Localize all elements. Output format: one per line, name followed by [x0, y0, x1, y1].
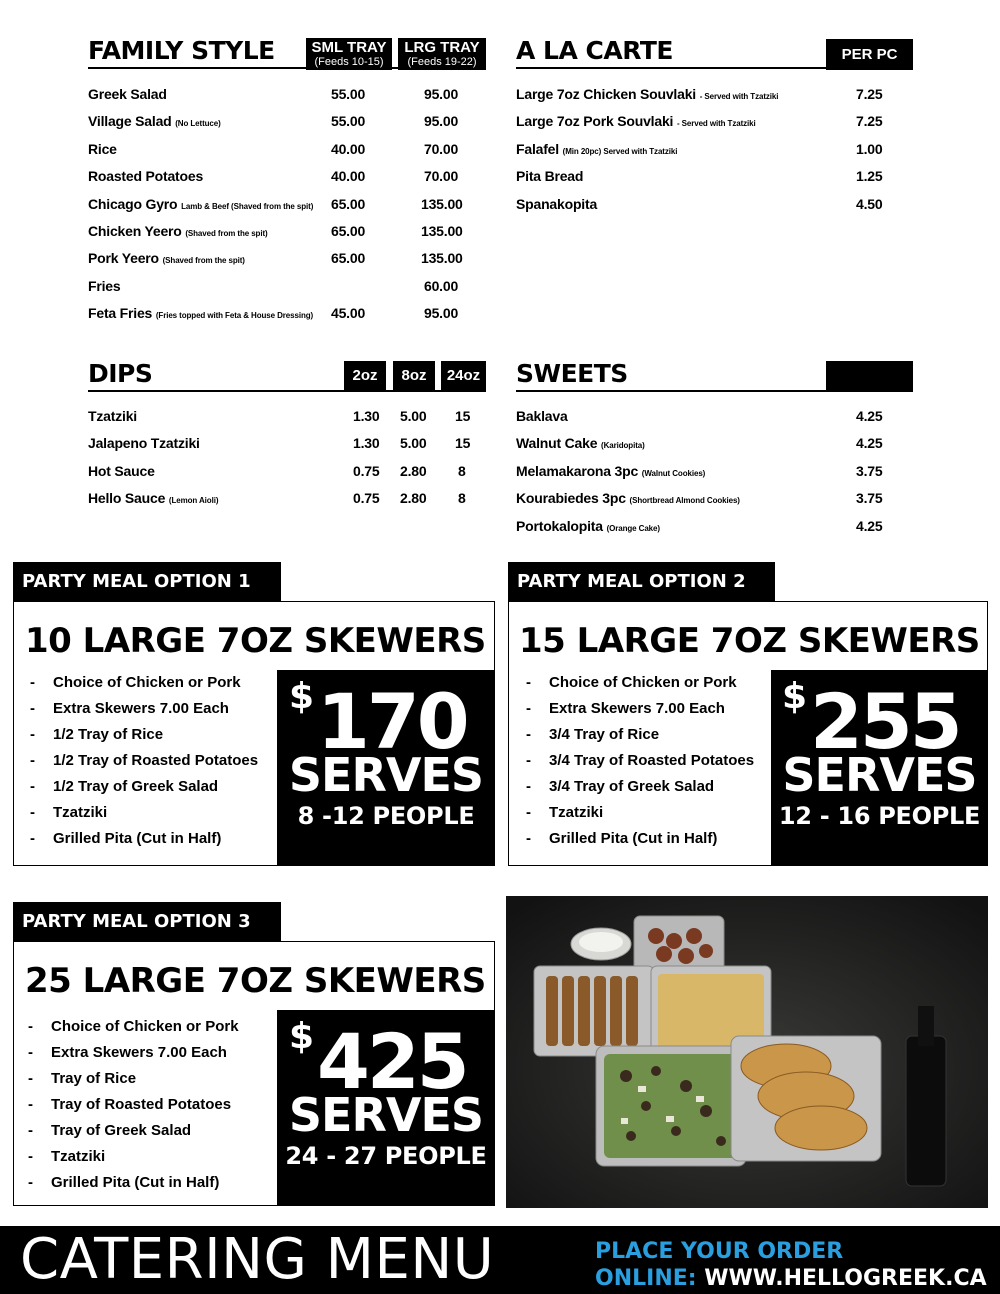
item-price-large: 70.00: [424, 141, 459, 157]
menu-item-row: [516, 488, 740, 508]
family-style-title: FAMILY STYLE: [88, 36, 275, 65]
list-text: 1/2 Tray of Rice: [53, 726, 164, 743]
item-price: 4.25: [856, 435, 883, 451]
item-price: 7.25: [856, 86, 883, 102]
list-dash: -: [526, 778, 531, 795]
list-text: Choice of Chicken or Pork: [549, 674, 737, 691]
party-meal-headline: 25 LARGE 7OZ SKEWERS: [25, 961, 486, 1001]
catering-trays-photo: [506, 896, 988, 1208]
item-price-small: 40.00: [331, 141, 366, 157]
menu-item-row: [88, 166, 203, 186]
list-dash: -: [28, 1122, 33, 1139]
serves-people: 8 -12 PEOPLE: [297, 802, 475, 830]
item-name: Pork Yeero: [88, 250, 159, 266]
party-meal-price-box: [771, 670, 988, 866]
item-price-large: 135.00: [421, 196, 463, 212]
item-price-large: 135.00: [421, 250, 463, 266]
item-price-small: 55.00: [331, 86, 366, 102]
party-meal-price: 255: [810, 677, 960, 766]
price-line: [277, 1010, 495, 1106]
website-link[interactable]: WWW.HELLOGREEK.CA: [704, 1266, 987, 1291]
party-meal-headline: 10 LARGE 7OZ SKEWERS: [25, 621, 486, 661]
item-price: 1.25: [856, 168, 883, 184]
dips-title: DIPS: [88, 359, 153, 388]
item-price-small: 45.00: [331, 305, 366, 321]
catering-menu-title: CATERING MENU: [20, 1227, 495, 1292]
list-item: [28, 1066, 239, 1092]
item-price: 4.50: [856, 196, 883, 212]
item-note: (Orange Cake): [606, 524, 660, 533]
item-name: Hot Sauce: [88, 463, 155, 479]
list-text: Grilled Pita (Cut in Half): [549, 830, 718, 847]
item-name: Tzatziki: [88, 408, 137, 424]
list-dash: -: [526, 752, 531, 769]
catering-trays-illustration: [506, 896, 988, 1208]
list-text: Tzatziki: [51, 1148, 106, 1165]
dip-price-24oz: 8: [458, 490, 466, 506]
list-text: Tzatziki: [53, 804, 108, 821]
list-dash: -: [30, 752, 35, 769]
serves-people: 12 - 16 PEOPLE: [778, 802, 981, 830]
party-meal-list: [526, 670, 754, 852]
party-meal-price-box: [277, 670, 495, 866]
menu-item-row: [516, 194, 597, 214]
item-note: - Served with Tzatziki: [699, 92, 779, 101]
menu-item-row: [516, 139, 677, 159]
list-text: 3/4 Tray of Rice: [549, 726, 660, 743]
item-price-large: 60.00: [424, 278, 459, 294]
list-item: [30, 800, 258, 826]
dip-price-24oz: 8: [458, 463, 466, 479]
list-text: Choice of Chicken or Pork: [53, 674, 241, 691]
serves-label: SERVES: [288, 748, 484, 802]
list-dash: -: [28, 1018, 33, 1035]
list-item: [30, 696, 258, 722]
list-item: [526, 722, 754, 748]
menu-item-row: [88, 276, 120, 296]
menu-item-row: [516, 166, 583, 186]
item-name: Rice: [88, 141, 117, 157]
price-line: [771, 670, 988, 766]
list-dash: -: [526, 700, 531, 717]
item-name: Baklava: [516, 408, 568, 424]
menu-item-row: [88, 139, 117, 159]
item-name: Chicken Yeero: [88, 223, 182, 239]
serves-label: SERVES: [782, 748, 977, 802]
online-label: ONLINE:: [595, 1266, 697, 1291]
item-name: Falafel: [516, 141, 559, 157]
menu-item-row: [88, 84, 170, 104]
list-dash: -: [28, 1044, 33, 1061]
item-note: (Lemon Aioli): [168, 496, 219, 505]
dip-price-8oz: 5.00: [400, 408, 427, 424]
item-price-small: 65.00: [331, 223, 366, 239]
a-la-carte-title: A LA CARTE: [516, 36, 673, 65]
list-item: [28, 1144, 239, 1170]
menu-item-row: [88, 194, 313, 214]
list-dash: -: [30, 700, 35, 717]
item-name: Walnut Cake: [516, 435, 598, 451]
item-name: Kourabiedes 3pc: [516, 490, 626, 506]
item-price-small: 65.00: [331, 250, 366, 266]
list-item: [526, 748, 754, 774]
list-text: 3/4 Tray of Greek Salad: [549, 778, 715, 795]
item-price-large: 95.00: [424, 86, 459, 102]
item-note: (Walnut Cookies): [641, 469, 706, 478]
item-name: Spanakopita: [516, 196, 598, 212]
footer-bar: [0, 1226, 1000, 1294]
dip-price-8oz: 5.00: [400, 435, 427, 451]
list-item: [28, 1118, 239, 1144]
order-online-cta: [595, 1238, 987, 1292]
list-dash: -: [30, 830, 35, 847]
dip-price-8oz: 2.80: [400, 463, 427, 479]
menu-item-row: [88, 406, 137, 426]
list-item: [30, 826, 258, 852]
list-text: Tzatziki: [549, 804, 604, 821]
party-meal-tab: PARTY MEAL OPTION 1: [13, 562, 281, 602]
party-meal-list: [30, 670, 258, 852]
menu-item-row: [88, 488, 218, 508]
dollar-sign: $: [289, 1016, 315, 1057]
list-item: [526, 826, 754, 852]
list-text: Extra Skewers 7.00 Each: [549, 700, 725, 717]
dip-price-24oz: 15: [455, 435, 471, 451]
list-text: Tray of Greek Salad: [51, 1122, 192, 1139]
item-price-small: 65.00: [331, 196, 366, 212]
item-name: Jalapeno Tzatziki: [88, 435, 200, 451]
dip-price-2oz: 0.75: [353, 490, 380, 506]
dip-price-8oz: 2.80: [400, 490, 427, 506]
price-line: [277, 670, 495, 766]
list-dash: -: [28, 1174, 33, 1191]
dip-price-2oz: 1.30: [353, 408, 380, 424]
item-note: (Fries topped with Feta & House Dressing): [155, 311, 314, 320]
dollar-sign: $: [289, 676, 315, 717]
sweets-header-box: [826, 361, 913, 391]
list-text: Extra Skewers 7.00 Each: [51, 1044, 227, 1061]
item-price: 4.25: [856, 408, 883, 424]
item-name: Greek Salad: [88, 86, 167, 102]
dip-size-2oz: 2oz: [344, 361, 386, 391]
list-dash: -: [30, 778, 35, 795]
list-text: 1/2 Tray of Greek Salad: [53, 778, 219, 795]
item-price: 3.75: [856, 490, 883, 506]
menu-item-row: [88, 111, 221, 131]
party-meal-headline: 15 LARGE 7OZ SKEWERS: [519, 621, 980, 661]
sml-tray-header: [306, 38, 392, 70]
list-item: [526, 696, 754, 722]
item-price-large: 95.00: [424, 113, 459, 129]
list-text: 3/4 Tray of Roasted Potatoes: [549, 752, 755, 769]
list-dash: -: [28, 1148, 33, 1165]
item-price: 3.75: [856, 463, 883, 479]
item-price-large: 70.00: [424, 168, 459, 184]
order-online-line: [595, 1265, 987, 1292]
item-name: Large 7oz Chicken Souvlaki: [516, 86, 696, 102]
list-dash: -: [30, 674, 35, 691]
list-text: Tray of Roasted Potatoes: [51, 1096, 232, 1113]
list-item: [30, 774, 258, 800]
serves-people: 24 - 27 PEOPLE: [285, 1142, 487, 1170]
party-meal-price-box: [277, 1010, 495, 1206]
dip-price-2oz: 0.75: [353, 463, 380, 479]
item-note: (Karidopita): [601, 441, 645, 450]
sweets-title: SWEETS: [516, 359, 628, 388]
dip-price-2oz: 1.30: [353, 435, 380, 451]
party-meal-price: 170: [317, 677, 467, 766]
item-name: Hello Sauce: [88, 490, 166, 506]
menu-item-row: [516, 406, 568, 426]
party-meal-tab: PARTY MEAL OPTION 2: [508, 562, 775, 602]
menu-item-row: [88, 248, 245, 268]
lrg-tray-header: [398, 38, 486, 70]
list-text: Grilled Pita (Cut in Half): [53, 830, 222, 847]
menu-item-row: [88, 461, 155, 481]
item-note: - Served with Tzatziki: [676, 119, 756, 128]
list-item: [526, 774, 754, 800]
item-price: 7.25: [856, 113, 883, 129]
list-dash: -: [526, 726, 531, 743]
list-text: Grilled Pita (Cut in Half): [51, 1174, 220, 1191]
item-price: 4.25: [856, 518, 883, 534]
menu-item-row: [516, 84, 778, 104]
list-item: [28, 1040, 239, 1066]
list-dash: -: [28, 1096, 33, 1113]
list-dash: -: [526, 674, 531, 691]
dollar-sign: $: [782, 676, 808, 717]
list-item: [526, 670, 754, 696]
serves-label: SERVES: [288, 1088, 484, 1142]
menu-item-row: [516, 433, 645, 453]
menu-item-row: [516, 111, 756, 131]
party-meal-list: [28, 1014, 239, 1196]
dip-price-24oz: 15: [455, 408, 471, 424]
list-item: [30, 748, 258, 774]
item-name: Portokalopita: [516, 518, 603, 534]
list-dash: -: [30, 726, 35, 743]
place-order-text: PLACE YOUR ORDER: [595, 1239, 844, 1264]
list-dash: -: [526, 830, 531, 847]
list-dash: -: [28, 1070, 33, 1087]
item-note: (No Lettuce): [175, 119, 221, 128]
lrg-tray-label: LRG TRAY: [404, 39, 480, 56]
list-item: [30, 670, 258, 696]
item-name: Large 7oz Pork Souvlaki: [516, 113, 674, 129]
item-note: (Shortbread Almond Cookies): [629, 496, 740, 505]
dip-size-8oz: 8oz: [393, 361, 435, 391]
per-pc-header: PER PC: [826, 39, 913, 70]
item-name: Melamakarona 3pc: [516, 463, 639, 479]
list-dash: -: [30, 804, 35, 821]
item-price-large: 135.00: [421, 223, 463, 239]
list-item: [30, 722, 258, 748]
menu-item-row: [88, 433, 200, 453]
list-text: Choice of Chicken or Pork: [51, 1018, 239, 1035]
list-text: 1/2 Tray of Roasted Potatoes: [53, 752, 259, 769]
lrg-tray-sub: (Feeds 19-22): [407, 56, 477, 68]
item-name: Roasted Potatoes: [88, 168, 204, 184]
dip-size-24oz: 24oz: [441, 361, 486, 391]
item-note: (Shaved from the spit): [162, 256, 245, 265]
item-note: (Shaved from the spit): [185, 229, 268, 238]
item-price-small: 40.00: [331, 168, 366, 184]
list-item: [526, 800, 754, 826]
item-name: Pita Bread: [516, 168, 584, 184]
item-note: (Min 20pc) Served with Tzatziki: [562, 147, 678, 156]
menu-item-row: [516, 516, 660, 536]
sml-tray-sub: (Feeds 10-15): [314, 56, 384, 68]
menu-item-row: [88, 221, 268, 241]
menu-item-row: [516, 461, 705, 481]
item-name: Fries: [88, 278, 121, 294]
menu-item-row: [88, 303, 313, 323]
item-price-large: 95.00: [424, 305, 459, 321]
list-item: [28, 1014, 239, 1040]
item-note: Lamb & Beef (Shaved from the spit): [181, 202, 314, 211]
list-text: Extra Skewers 7.00 Each: [53, 700, 229, 717]
list-dash: -: [526, 804, 531, 821]
item-name: Chicago Gyro: [88, 196, 178, 212]
item-price-small: 55.00: [331, 113, 366, 129]
item-name: Feta Fries: [88, 305, 153, 321]
list-item: [28, 1092, 239, 1118]
list-text: Tray of Rice: [51, 1070, 137, 1087]
item-name: Village Salad: [88, 113, 172, 129]
item-price: 1.00: [856, 141, 883, 157]
sml-tray-label: SML TRAY: [311, 39, 387, 56]
party-meal-tab: PARTY MEAL OPTION 3: [13, 902, 281, 942]
list-item: [28, 1170, 239, 1196]
party-meal-price: 425: [317, 1017, 467, 1106]
